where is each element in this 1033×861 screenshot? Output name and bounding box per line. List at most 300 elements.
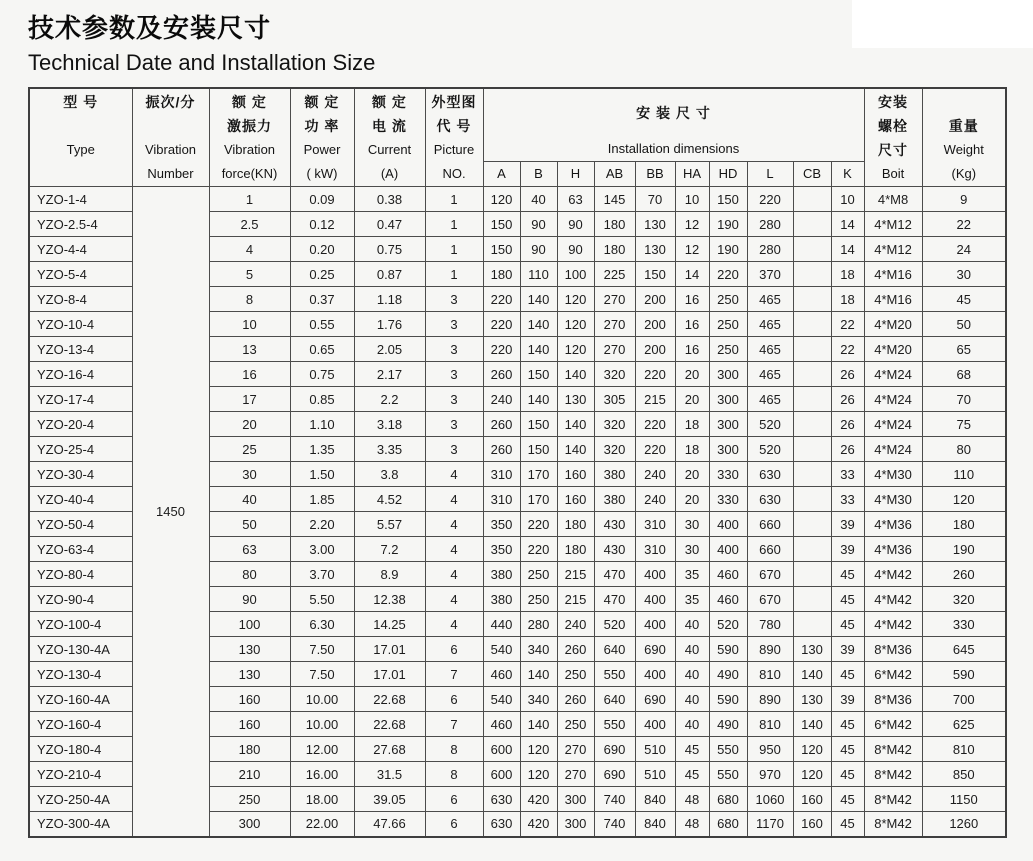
dim-ha-cell: 48 — [675, 812, 709, 837]
dim-bb-cell: 510 — [635, 762, 675, 787]
dim-ha-cell: 20 — [675, 387, 709, 412]
dim-k-cell: 45 — [831, 762, 864, 787]
weight-cell: 645 — [922, 637, 1006, 662]
dim-ha-cell: 45 — [675, 762, 709, 787]
dim-ha-cell: 30 — [675, 537, 709, 562]
dim-ab-cell: 690 — [594, 762, 635, 787]
power-cell: 0.75 — [290, 362, 354, 387]
dim-k-cell: 45 — [831, 712, 864, 737]
dim-bb-cell: 240 — [635, 462, 675, 487]
bolt-cell: 4*M36 — [864, 537, 922, 562]
weight-cell: 22 — [922, 212, 1006, 237]
dim-bb-cell: 400 — [635, 562, 675, 587]
dim-b-cell: 420 — [520, 812, 557, 837]
dim-k-cell: 14 — [831, 212, 864, 237]
power-cell: 0.25 — [290, 262, 354, 287]
bolt-cell: 4*M42 — [864, 587, 922, 612]
dim-h-cell: 260 — [557, 687, 594, 712]
dim-bb-cell: 150 — [635, 262, 675, 287]
dim-h-cell: 140 — [557, 412, 594, 437]
dim-hd-cell: 300 — [709, 387, 747, 412]
dim-cb-cell — [793, 612, 831, 637]
force-cell: 180 — [209, 737, 290, 762]
type-cell: YZO-16-4 — [29, 362, 132, 387]
weight-cell: 45 — [922, 287, 1006, 312]
dim-k-cell: 39 — [831, 687, 864, 712]
dim-h-cell: 300 — [557, 812, 594, 837]
dim-bb-cell: 690 — [635, 637, 675, 662]
force-cell: 5 — [209, 262, 290, 287]
dim-ab-cell: 470 — [594, 562, 635, 587]
dim-hd-cell: 330 — [709, 462, 747, 487]
current-cell: 14.25 — [354, 612, 425, 637]
type-cell: YZO-1-4 — [29, 187, 132, 212]
power-cell: 0.37 — [290, 287, 354, 312]
force-cell: 63 — [209, 537, 290, 562]
dim-b-cell: 150 — [520, 412, 557, 437]
dim-h-cell: 250 — [557, 662, 594, 687]
power-cell: 3.70 — [290, 562, 354, 587]
bolt-cell: 4*M36 — [864, 512, 922, 537]
picture-cell: 4 — [425, 562, 483, 587]
picture-cell: 3 — [425, 437, 483, 462]
dim-hd-cell: 460 — [709, 587, 747, 612]
weight-cell: 260 — [922, 562, 1006, 587]
force-cell: 90 — [209, 587, 290, 612]
dim-k-cell: 26 — [831, 437, 864, 462]
picture-cell: 4 — [425, 612, 483, 637]
dim-hd-cell: 330 — [709, 487, 747, 512]
dim-k-cell: 33 — [831, 462, 864, 487]
dim-hd-cell: 190 — [709, 237, 747, 262]
dim-hd-cell: 490 — [709, 712, 747, 737]
force-cell: 50 — [209, 512, 290, 537]
type-cell: YZO-13-4 — [29, 337, 132, 362]
force-cell: 300 — [209, 812, 290, 837]
dim-h-cell: 160 — [557, 487, 594, 512]
dim-hd-cell: 250 — [709, 287, 747, 312]
bolt-cell: 4*M20 — [864, 337, 922, 362]
dim-h-cell: 120 — [557, 312, 594, 337]
dim-b-cell: 140 — [520, 712, 557, 737]
dim-ha-cell: 18 — [675, 437, 709, 462]
weight-cell: 180 — [922, 512, 1006, 537]
dim-ab-cell: 270 — [594, 287, 635, 312]
force-cell: 30 — [209, 462, 290, 487]
dim-a-cell: 350 — [483, 537, 520, 562]
dim-b-cell: 170 — [520, 462, 557, 487]
picture-cell: 8 — [425, 737, 483, 762]
picture-cell: 4 — [425, 512, 483, 537]
bolt-cell: 8*M42 — [864, 812, 922, 837]
type-cell: YZO-2.5-4 — [29, 212, 132, 237]
dim-h-cell: 63 — [557, 187, 594, 212]
dim-hd-cell: 490 — [709, 662, 747, 687]
dim-a-cell: 380 — [483, 587, 520, 612]
bolt-cell: 4*M12 — [864, 237, 922, 262]
dim-bb-cell: 130 — [635, 237, 675, 262]
current-cell: 0.47 — [354, 212, 425, 237]
power-cell: 12.00 — [290, 737, 354, 762]
bolt-cell: 8*M42 — [864, 787, 922, 812]
dim-bb-cell: 220 — [635, 362, 675, 387]
title-block — [0, 0, 1033, 76]
dim-cb-cell — [793, 287, 831, 312]
dim-ab-cell: 740 — [594, 787, 635, 812]
current-cell: 39.05 — [354, 787, 425, 812]
dim-header-ab: AB — [594, 162, 635, 187]
dim-header-k: K — [831, 162, 864, 187]
dim-ha-cell: 12 — [675, 237, 709, 262]
power-cell: 6.30 — [290, 612, 354, 637]
force-cell: 80 — [209, 562, 290, 587]
dim-ab-cell: 470 — [594, 587, 635, 612]
dim-hd-cell: 550 — [709, 737, 747, 762]
current-cell: 1.18 — [354, 287, 425, 312]
dim-h-cell: 180 — [557, 512, 594, 537]
current-cell: 22.68 — [354, 712, 425, 737]
dim-bb-cell: 690 — [635, 687, 675, 712]
dim-h-cell: 300 — [557, 787, 594, 812]
dim-ab-cell: 520 — [594, 612, 635, 637]
dim-cb-cell — [793, 337, 831, 362]
dim-l-cell: 465 — [747, 287, 793, 312]
picture-cell: 6 — [425, 812, 483, 837]
dim-b-cell: 150 — [520, 437, 557, 462]
dim-l-cell: 280 — [747, 237, 793, 262]
dim-hd-cell: 400 — [709, 512, 747, 537]
dim-bb-cell: 220 — [635, 412, 675, 437]
col-header-current: 额 定 电 流 Current (A) — [354, 88, 425, 187]
picture-cell: 6 — [425, 687, 483, 712]
bolt-cell: 4*M42 — [864, 562, 922, 587]
current-cell: 3.8 — [354, 462, 425, 487]
weight-cell: 75 — [922, 412, 1006, 437]
power-cell: 3.00 — [290, 537, 354, 562]
col-header-bolt: 安装 螺栓 尺寸 Boit — [864, 88, 922, 187]
dim-a-cell: 310 — [483, 487, 520, 512]
dim-bb-cell: 400 — [635, 587, 675, 612]
dim-bb-cell: 310 — [635, 512, 675, 537]
dim-a-cell: 540 — [483, 687, 520, 712]
dim-ha-cell: 14 — [675, 262, 709, 287]
dim-a-cell: 220 — [483, 337, 520, 362]
dim-cb-cell — [793, 462, 831, 487]
dim-b-cell: 120 — [520, 737, 557, 762]
current-cell: 2.17 — [354, 362, 425, 387]
dim-bb-cell: 130 — [635, 212, 675, 237]
bolt-cell: 4*M20 — [864, 312, 922, 337]
dim-cb-cell: 160 — [793, 812, 831, 837]
dim-h-cell: 130 — [557, 387, 594, 412]
dim-b-cell: 340 — [520, 637, 557, 662]
dim-cb-cell — [793, 437, 831, 462]
dim-l-cell: 520 — [747, 412, 793, 437]
current-cell: 4.52 — [354, 487, 425, 512]
dim-a-cell: 260 — [483, 412, 520, 437]
type-cell: YZO-10-4 — [29, 312, 132, 337]
picture-cell: 4 — [425, 587, 483, 612]
dim-ha-cell: 12 — [675, 212, 709, 237]
weight-cell: 330 — [922, 612, 1006, 637]
dim-b-cell: 220 — [520, 537, 557, 562]
current-cell: 22.68 — [354, 687, 425, 712]
dim-hd-cell: 680 — [709, 812, 747, 837]
power-cell: 1.10 — [290, 412, 354, 437]
type-cell: YZO-25-4 — [29, 437, 132, 462]
power-cell: 10.00 — [290, 712, 354, 737]
type-cell: YZO-80-4 — [29, 562, 132, 587]
dim-h-cell: 100 — [557, 262, 594, 287]
dim-hd-cell: 220 — [709, 262, 747, 287]
current-cell: 12.38 — [354, 587, 425, 612]
bolt-cell: 8*M36 — [864, 687, 922, 712]
dim-l-cell: 890 — [747, 687, 793, 712]
dim-b-cell: 40 — [520, 187, 557, 212]
dim-ha-cell: 16 — [675, 337, 709, 362]
weight-cell: 850 — [922, 762, 1006, 787]
dim-h-cell: 140 — [557, 362, 594, 387]
dim-b-cell: 140 — [520, 312, 557, 337]
current-cell: 3.18 — [354, 412, 425, 437]
dim-bb-cell: 310 — [635, 537, 675, 562]
current-cell: 8.9 — [354, 562, 425, 587]
dim-ha-cell: 16 — [675, 312, 709, 337]
dim-l-cell: 670 — [747, 562, 793, 587]
bolt-cell: 4*M16 — [864, 287, 922, 312]
power-cell: 0.09 — [290, 187, 354, 212]
dim-k-cell: 39 — [831, 512, 864, 537]
bolt-cell: 4*M42 — [864, 612, 922, 637]
dim-cb-cell — [793, 387, 831, 412]
dim-ha-cell: 48 — [675, 787, 709, 812]
dim-hd-cell: 550 — [709, 762, 747, 787]
dim-hd-cell: 590 — [709, 637, 747, 662]
dim-ab-cell: 320 — [594, 362, 635, 387]
weight-cell: 68 — [922, 362, 1006, 387]
weight-cell: 1260 — [922, 812, 1006, 837]
power-cell: 22.00 — [290, 812, 354, 837]
dim-ab-cell: 640 — [594, 637, 635, 662]
dim-bb-cell: 200 — [635, 337, 675, 362]
dim-ha-cell: 30 — [675, 512, 709, 537]
weight-cell: 80 — [922, 437, 1006, 462]
dim-a-cell: 460 — [483, 662, 520, 687]
dim-bb-cell: 70 — [635, 187, 675, 212]
header-row-top — [29, 88, 1006, 162]
power-cell: 1.35 — [290, 437, 354, 462]
col-header-force: 额 定 激振力 Vibration force(KN) — [209, 88, 290, 187]
current-cell: 27.68 — [354, 737, 425, 762]
bolt-cell: 4*M24 — [864, 437, 922, 462]
type-cell: YZO-40-4 — [29, 487, 132, 512]
dim-l-cell: 670 — [747, 587, 793, 612]
dim-cb-cell — [793, 562, 831, 587]
power-cell: 10.00 — [290, 687, 354, 712]
type-cell: YZO-20-4 — [29, 412, 132, 437]
dim-k-cell: 22 — [831, 312, 864, 337]
picture-cell: 7 — [425, 712, 483, 737]
force-cell: 100 — [209, 612, 290, 637]
dim-bb-cell: 400 — [635, 662, 675, 687]
dim-h-cell: 260 — [557, 637, 594, 662]
force-cell: 13 — [209, 337, 290, 362]
bolt-cell: 4*M12 — [864, 212, 922, 237]
weight-cell: 120 — [922, 487, 1006, 512]
dim-ha-cell: 40 — [675, 637, 709, 662]
dim-cb-cell — [793, 537, 831, 562]
type-cell: YZO-17-4 — [29, 387, 132, 412]
page-subtitle: Technical Date and Installation Size — [28, 50, 376, 75]
dim-bb-cell: 840 — [635, 787, 675, 812]
dim-cb-cell: 140 — [793, 662, 831, 687]
type-cell: YZO-180-4 — [29, 737, 132, 762]
dim-cb-cell — [793, 212, 831, 237]
type-cell: YZO-63-4 — [29, 537, 132, 562]
dim-ab-cell: 180 — [594, 212, 635, 237]
weight-cell: 1150 — [922, 787, 1006, 812]
dim-a-cell: 460 — [483, 712, 520, 737]
dim-a-cell: 150 — [483, 237, 520, 262]
weight-cell: 700 — [922, 687, 1006, 712]
bolt-cell: 4*M30 — [864, 462, 922, 487]
dim-h-cell: 90 — [557, 212, 594, 237]
dim-k-cell: 45 — [831, 587, 864, 612]
power-cell: 1.85 — [290, 487, 354, 512]
dim-b-cell: 140 — [520, 662, 557, 687]
dim-l-cell: 660 — [747, 537, 793, 562]
dim-header-ha: HA — [675, 162, 709, 187]
dim-hd-cell: 250 — [709, 337, 747, 362]
dim-ha-cell: 40 — [675, 712, 709, 737]
weight-cell: 190 — [922, 537, 1006, 562]
dim-k-cell: 22 — [831, 337, 864, 362]
picture-cell: 1 — [425, 212, 483, 237]
type-cell: YZO-30-4 — [29, 462, 132, 487]
dim-cb-cell: 130 — [793, 687, 831, 712]
col-header-vibration-number: 振次/分 Vibration Number — [132, 88, 209, 187]
dim-bb-cell: 840 — [635, 812, 675, 837]
bolt-cell: 8*M42 — [864, 762, 922, 787]
dim-bb-cell: 510 — [635, 737, 675, 762]
dim-h-cell: 240 — [557, 612, 594, 637]
dim-k-cell: 45 — [831, 787, 864, 812]
dim-bb-cell: 240 — [635, 487, 675, 512]
weight-cell: 110 — [922, 462, 1006, 487]
force-cell: 10 — [209, 312, 290, 337]
dim-hd-cell: 460 — [709, 562, 747, 587]
force-cell: 130 — [209, 637, 290, 662]
page-title: 技术参数及安装尺寸 — [28, 13, 272, 43]
picture-cell: 3 — [425, 412, 483, 437]
weight-cell: 320 — [922, 587, 1006, 612]
dim-ha-cell: 10 — [675, 187, 709, 212]
dim-hd-cell: 150 — [709, 187, 747, 212]
dim-l-cell: 970 — [747, 762, 793, 787]
picture-cell: 7 — [425, 662, 483, 687]
bolt-cell: 6*M42 — [864, 712, 922, 737]
force-cell: 16 — [209, 362, 290, 387]
dim-hd-cell: 680 — [709, 787, 747, 812]
dim-hd-cell: 400 — [709, 537, 747, 562]
vibration-number-cell: 1450 — [132, 187, 209, 837]
weight-cell: 24 — [922, 237, 1006, 262]
picture-cell: 1 — [425, 237, 483, 262]
dim-a-cell: 260 — [483, 362, 520, 387]
dim-cb-cell: 120 — [793, 737, 831, 762]
dim-ab-cell: 270 — [594, 337, 635, 362]
dim-a-cell: 150 — [483, 212, 520, 237]
current-cell: 5.57 — [354, 512, 425, 537]
dim-cb-cell: 160 — [793, 787, 831, 812]
type-cell: YZO-160-4A — [29, 687, 132, 712]
force-cell: 40 — [209, 487, 290, 512]
dim-h-cell: 140 — [557, 437, 594, 462]
dim-ha-cell: 20 — [675, 462, 709, 487]
dim-b-cell: 340 — [520, 687, 557, 712]
dim-ab-cell: 550 — [594, 662, 635, 687]
weight-cell: 9 — [922, 187, 1006, 212]
dim-ab-cell: 270 — [594, 312, 635, 337]
dim-header-bb: BB — [635, 162, 675, 187]
force-cell: 4 — [209, 237, 290, 262]
dim-l-cell: 520 — [747, 437, 793, 462]
type-cell: YZO-4-4 — [29, 237, 132, 262]
dim-b-cell: 150 — [520, 362, 557, 387]
dim-hd-cell: 250 — [709, 312, 747, 337]
col-header-picture-no: 外型图 代 号 Picture NO. — [425, 88, 483, 187]
dim-ha-cell: 35 — [675, 587, 709, 612]
weight-cell: 30 — [922, 262, 1006, 287]
col-header-power: 额 定 功 率 Power ( kW) — [290, 88, 354, 187]
force-cell: 25 — [209, 437, 290, 462]
dim-b-cell: 220 — [520, 512, 557, 537]
current-cell: 0.38 — [354, 187, 425, 212]
table-body — [29, 187, 1006, 837]
dim-ab-cell: 380 — [594, 462, 635, 487]
dim-k-cell: 10 — [831, 187, 864, 212]
dim-cb-cell — [793, 487, 831, 512]
dim-h-cell: 120 — [557, 337, 594, 362]
dim-b-cell: 170 — [520, 487, 557, 512]
dim-b-cell: 250 — [520, 562, 557, 587]
dim-ha-cell: 40 — [675, 662, 709, 687]
type-cell: YZO-130-4A — [29, 637, 132, 662]
dim-h-cell: 270 — [557, 737, 594, 762]
table-row — [29, 187, 1006, 212]
dim-k-cell: 45 — [831, 812, 864, 837]
dim-ab-cell: 430 — [594, 512, 635, 537]
dim-k-cell: 45 — [831, 737, 864, 762]
picture-cell: 6 — [425, 787, 483, 812]
force-cell: 17 — [209, 387, 290, 412]
weight-cell: 810 — [922, 737, 1006, 762]
force-cell: 210 — [209, 762, 290, 787]
dim-ha-cell: 16 — [675, 287, 709, 312]
dim-header-h: H — [557, 162, 594, 187]
col-header-type: 型 号 Type — [29, 88, 132, 187]
dim-a-cell: 310 — [483, 462, 520, 487]
dim-ab-cell: 305 — [594, 387, 635, 412]
dim-h-cell: 90 — [557, 237, 594, 262]
dim-l-cell: 890 — [747, 637, 793, 662]
dim-l-cell: 280 — [747, 212, 793, 237]
dim-cb-cell — [793, 312, 831, 337]
dim-cb-cell — [793, 412, 831, 437]
dim-a-cell: 260 — [483, 437, 520, 462]
dim-k-cell: 26 — [831, 387, 864, 412]
dim-b-cell: 90 — [520, 212, 557, 237]
